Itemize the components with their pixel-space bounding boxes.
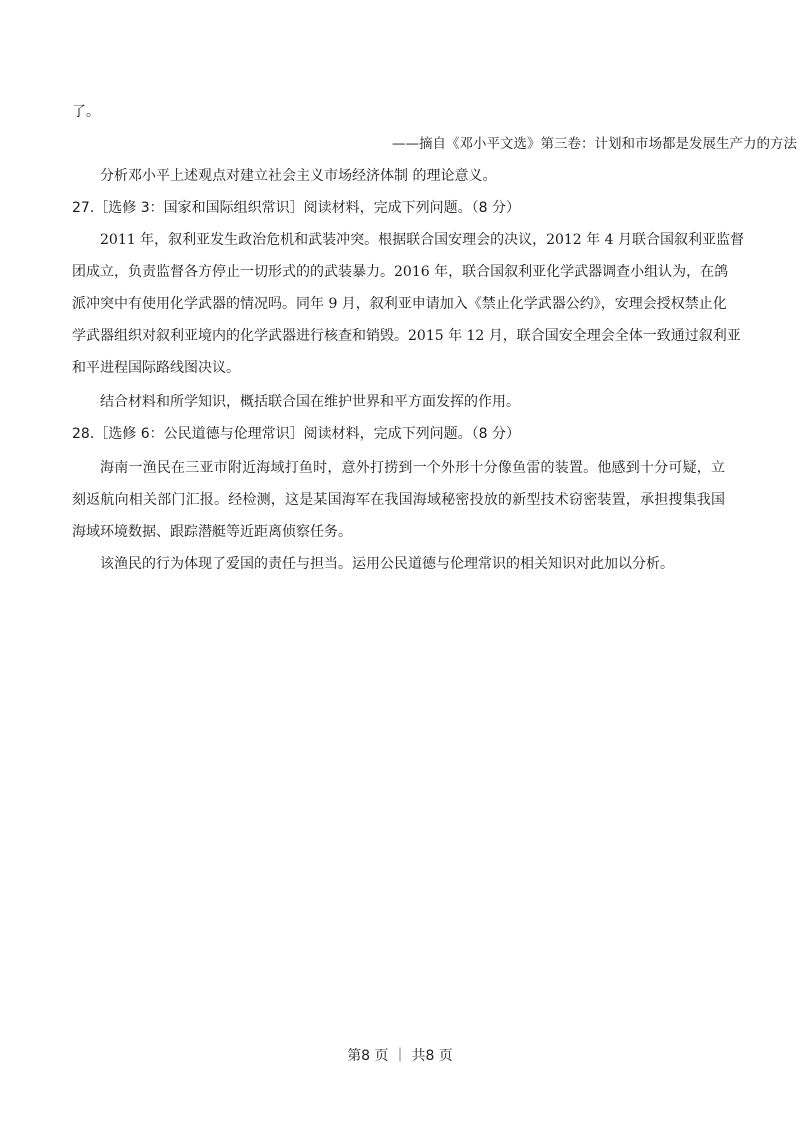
question-28-heading: 28.［选修 6：公民道德与伦理常识］阅读材料，完成下列问题。（8 分） bbox=[72, 426, 520, 442]
page-number: 第8 页 ｜ 共8 页 bbox=[347, 1048, 453, 1064]
carryover-tail-text: 了。 bbox=[72, 104, 100, 120]
question-28-material-line: 海南一渔民在三亚市附近海域打鱼时，意外打捞到一个外形十分像鱼雷的装置。他感到十分可疑，立 bbox=[100, 460, 725, 476]
question-27-material-line: 学武器组织对叙利亚境内的化学武器进行核查和销毁。2015 年 12 月，联合国安全理会全体一致通过叙利亚 bbox=[72, 328, 741, 344]
citation-source: ——摘自《邓小平文选》第三卷：计划和市场都是发展生产力的方法 bbox=[392, 136, 797, 152]
question-27-heading: 27.［选修 3：国家和国际组织常识］阅读材料，完成下列问题。（8 分） bbox=[72, 200, 520, 216]
question-28-material-line: 刻返航向相关部门汇报。经检测，这是某国海军在我国海域秘密投放的新型技术窃密装置，承担搜集我国 bbox=[72, 492, 725, 508]
question-27-material-line: 和平进程国际路线图决议。 bbox=[72, 360, 240, 376]
question-27-material-line: 2011 年，叙利亚发生政治危机和武装冲突。根据联合国安理会的决议，2012 年 4 月联合国叙利亚监督 bbox=[100, 232, 744, 248]
question-26-prompt: 分析邓小平上述观点对建立社会主义市场经济体制 的理论意义。 bbox=[100, 168, 497, 184]
question-28-material-line: 海域环境数据、跟踪潜艇等近距离侦察任务。 bbox=[72, 524, 352, 540]
question-27-prompt: 结合材料和所学知识，概括联合国在维护世界和平方面发挥的作用。 bbox=[100, 394, 520, 410]
question-27-material-line: 团成立，负责监督各方停止一切形式的的武装暴力。2016 年，联合国叙利亚化学武器调查小组认为，在鸽 bbox=[72, 264, 729, 280]
question-27-material-line: 派冲突中有使用化学武器的情况吗。同年 9 月，叙利亚申请加入《禁止化学武器公约》，安理会授权禁止化 bbox=[72, 296, 727, 312]
question-28-prompt: 该渔民的行为体现了爱国的责任与担当。运用公民道德与伦理常识的相关知识对此加以分析。 bbox=[100, 556, 674, 572]
